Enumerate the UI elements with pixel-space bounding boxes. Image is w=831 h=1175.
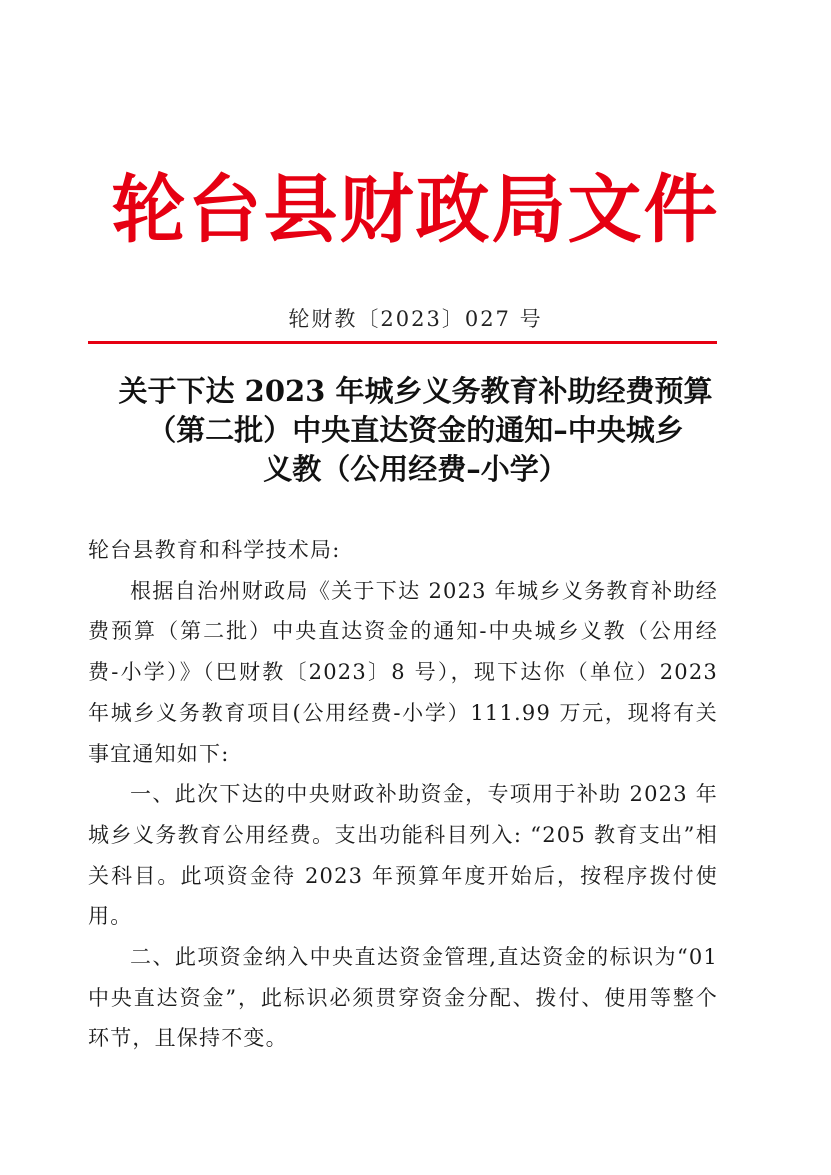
title-line: 关于下达 2023 年城乡义务教育补助经费预算: [118, 374, 713, 408]
body-paragraph: 一、此次下达的中央财政补助资金，专项用于补助 2023 年城乡义务教育公用经费。支出功能科目列入: “205 教育支出”相关科目。此项资金待 2023 年预算年度开始后，按程序拨付使用。: [88, 782, 718, 929]
document-title: [80, 372, 751, 489]
salutation: 轮台县教育和科学技术局:: [88, 538, 341, 562]
title-line: 义教（公用经费–小学）: [263, 452, 568, 486]
document-body: [88, 530, 718, 1059]
document-number: 轮财教〔2023〕027 号: [288, 307, 543, 331]
body-paragraph: 二、此项资金纳入中央直达资金管理,直达资金的标识为“01 中央直达资金”，此标识必须贯穿资金分配、拨付、使用等整个环节，且保持不变。: [88, 945, 718, 1051]
red-divider: [88, 341, 717, 344]
title-line: （第二批）中央直达资金的通知–中央城乡: [147, 413, 684, 447]
body-paragraph: 根据自治州财政局《关于下达 2023 年城乡义务教育补助经费预算（第二批）中央直达资金的通知-中央城乡义教（公用经费-小学）》（巴财教〔2023〕8 号），现下达你（单位）2023 年城乡义务教育项目(公用经费-小学）111.99 万元，现将有关事宜通知如下:: [88, 578, 718, 766]
masthead-title: 轮台县财政局文件: [111, 167, 720, 253]
